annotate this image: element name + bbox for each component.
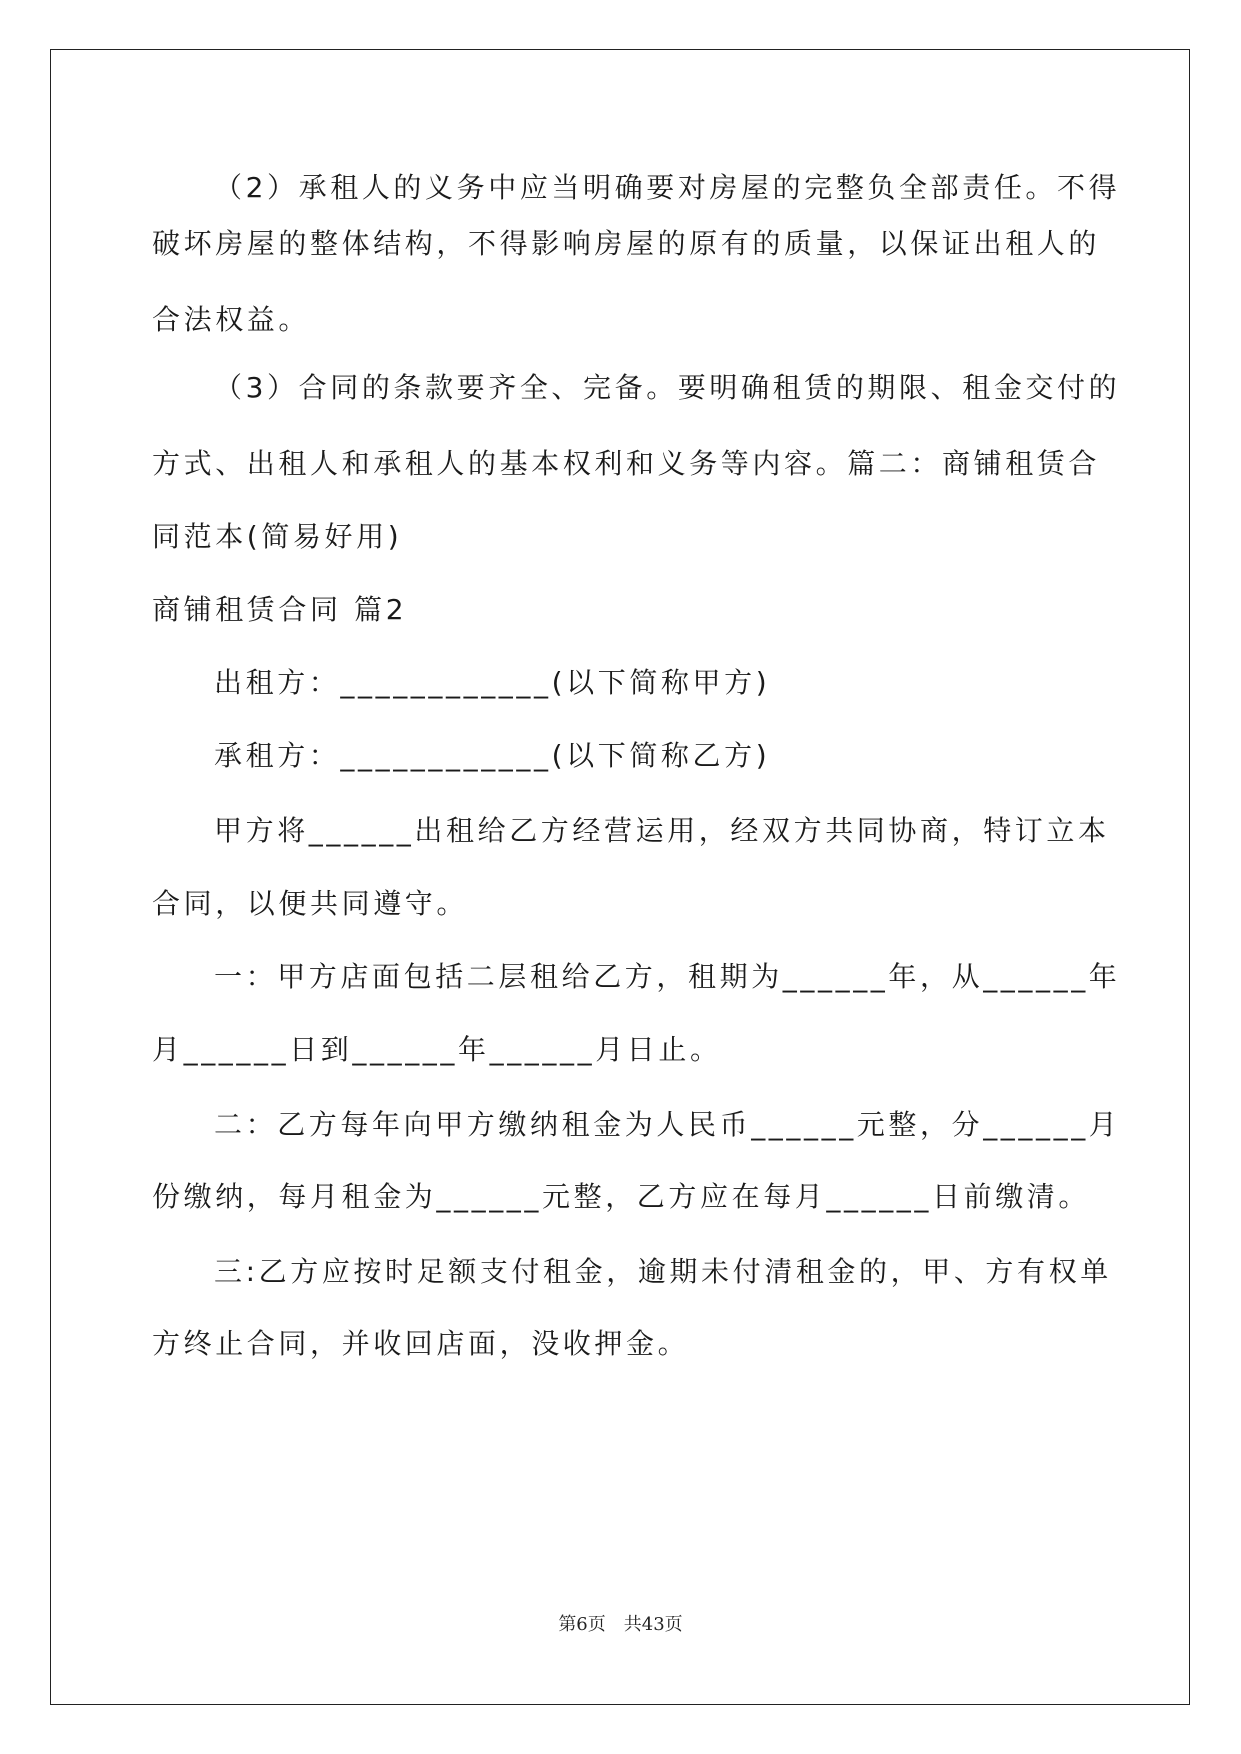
paragraph-line: （3）合同的条款要齐全、完备。要明确租赁的期限、租金交付的: [214, 371, 1121, 404]
clause-two-line: 二：乙方每年向甲方缴纳租金为人民币______元整，分______月: [214, 1108, 1121, 1141]
paragraph-line: 同范本(简易好用): [152, 520, 403, 553]
paragraph-line: 破坏房屋的整体结构，不得影响房屋的原有的质量，以保证出租人的: [152, 227, 1101, 260]
lessee-line: 承租方：____________(以下简称乙方): [214, 739, 771, 772]
paragraph-line: 合同，以便共同遵守。: [152, 887, 469, 920]
paragraph-line: 甲方将______出租给乙方经营运用，经双方共同协商，特订立本: [214, 814, 1110, 847]
clause-three-line: 三:乙方应按时足额支付租金，逾期未付清租金的，甲、方有权单: [214, 1255, 1112, 1288]
paragraph-line: （2）承租人的义务中应当明确要对房屋的完整负全部责任。不得: [214, 171, 1121, 204]
paragraph-line: 方式、出租人和承租人的基本权利和义务等内容。篇二：商铺租赁合: [152, 447, 1101, 480]
clause-one-line: 月______日到______年______月日止。: [152, 1033, 722, 1066]
clause-two-line: 份缴纳，每月租金为______元整，乙方应在每月______日前缴清。: [152, 1180, 1091, 1213]
paragraph-line: 合法权益。: [152, 303, 311, 336]
clause-three-line: 方终止合同，并收回店面，没收押金。: [152, 1327, 690, 1360]
page-border: [50, 49, 1190, 1705]
page-number-footer: 第6页 共43页: [558, 1614, 683, 1635]
clause-one-line: 一：甲方店面包括二层租给乙方，租期为______年，从______年: [214, 960, 1121, 993]
lessor-line: 出租方：____________(以下简称甲方): [214, 666, 771, 699]
section-heading: 商铺租赁合同 篇2: [152, 593, 408, 626]
